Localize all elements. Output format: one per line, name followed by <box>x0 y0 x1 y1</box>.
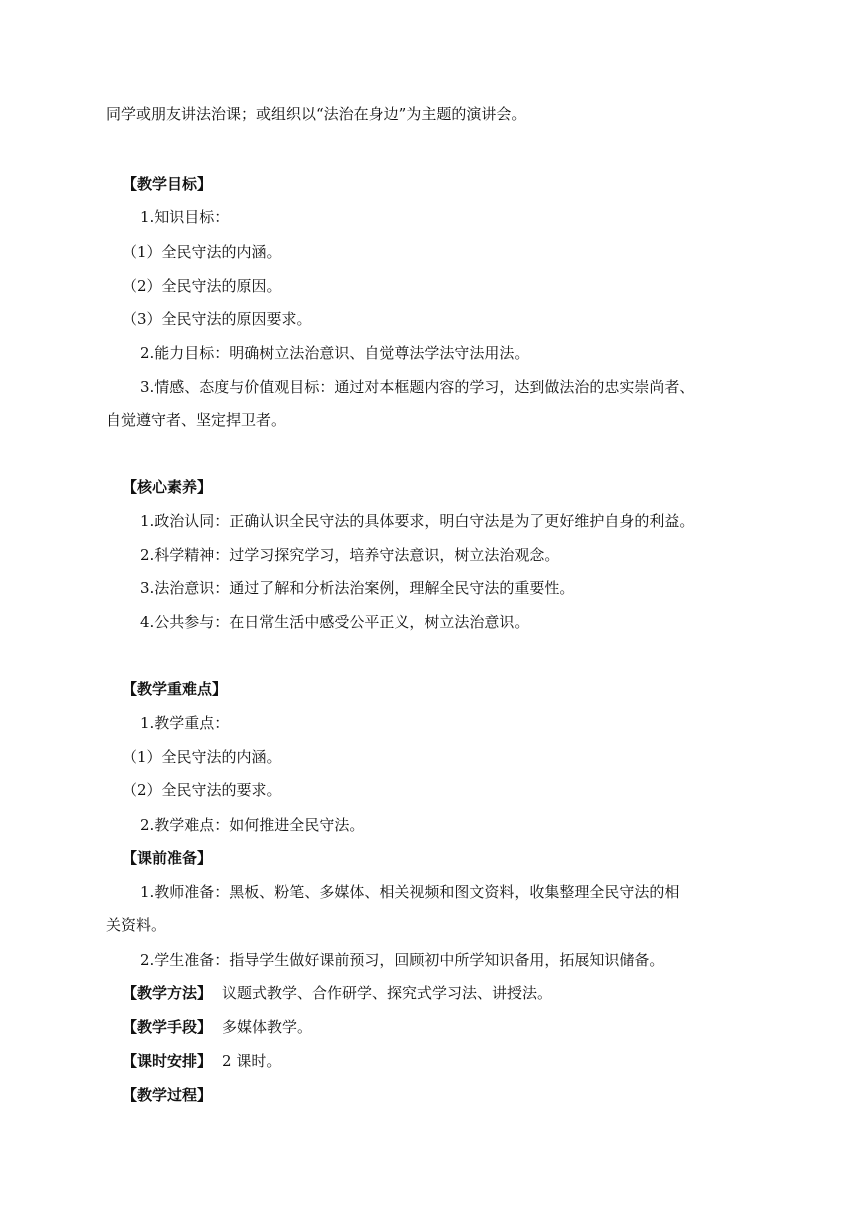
knowledge-item: （1）全民守法的内涵。 <box>122 243 282 261</box>
schedule-value: 2 课时。 <box>222 1052 282 1070</box>
literacy-item: 4.公共参与：在日常生活中感受公平正义，树立法治意识。 <box>140 613 530 631</box>
method-value: 议题式教学、合作研学、探究式学习法、讲授法。 <box>222 984 553 1002</box>
method-line <box>122 983 552 1003</box>
means-line <box>122 1017 312 1037</box>
schedule-line <box>122 1051 281 1071</box>
emotion-goal-line-1: 3.情感、态度与价值观目标：通过对本框题内容的学习，达到做法治的忠实崇尚者、 <box>140 378 695 396</box>
emotion-goal-line-2: 自觉遵守者、坚定捍卫者。 <box>106 411 287 429</box>
preparation-heading: 【课前准备】 <box>122 849 213 867</box>
teacher-prep-line-2: 关资料。 <box>106 916 167 934</box>
method-heading: 【教学方法】 <box>122 984 213 1002</box>
student-prep-line: 2.学生准备：指导学生做好课前预习，回顾初中所学知识备用，拓展知识储备。 <box>140 951 665 969</box>
objectives-heading: 【教学目标】 <box>122 175 213 193</box>
focus-label: 1.教学重点： <box>140 714 230 732</box>
knowledge-item: （3）全民守法的原因要求。 <box>122 310 312 328</box>
teacher-prep-line-1: 1.教师准备：黑板、粉笔、多媒体、相关视频和图文资料，收集整理全民守法的相 <box>140 883 680 901</box>
knowledge-goal-label: 1.知识目标： <box>140 208 230 226</box>
intro-line: 同学或朋友讲法治课；或组织以“法治在身边”为主题的演讲会。 <box>106 105 527 123</box>
difficulty-line: 2.教学难点：如何推进全民守法。 <box>140 816 365 834</box>
key-points-heading: 【教学重难点】 <box>122 680 228 698</box>
focus-item: （2）全民守法的要求。 <box>122 781 282 799</box>
ability-goal: 2.能力目标：明确树立法治意识、自觉尊法学法守法用法。 <box>140 344 530 362</box>
literacy-heading: 【核心素养】 <box>122 478 213 496</box>
literacy-item: 2.科学精神：过学习探究学习，培养守法意识，树立法治观念。 <box>140 546 560 564</box>
schedule-heading: 【课时安排】 <box>122 1052 213 1070</box>
focus-item: （1）全民守法的内涵。 <box>122 748 282 766</box>
process-heading: 【教学过程】 <box>122 1086 213 1104</box>
literacy-item: 3.法治意识：通过了解和分析法治案例，理解全民守法的重要性。 <box>140 579 575 597</box>
literacy-item: 1.政治认同：正确认识全民守法的具体要求，明白守法是为了更好维护自身的利益。 <box>140 512 695 530</box>
means-value: 多媒体教学。 <box>222 1018 313 1036</box>
means-heading: 【教学手段】 <box>122 1018 213 1036</box>
knowledge-item: （2）全民守法的原因。 <box>122 277 282 295</box>
